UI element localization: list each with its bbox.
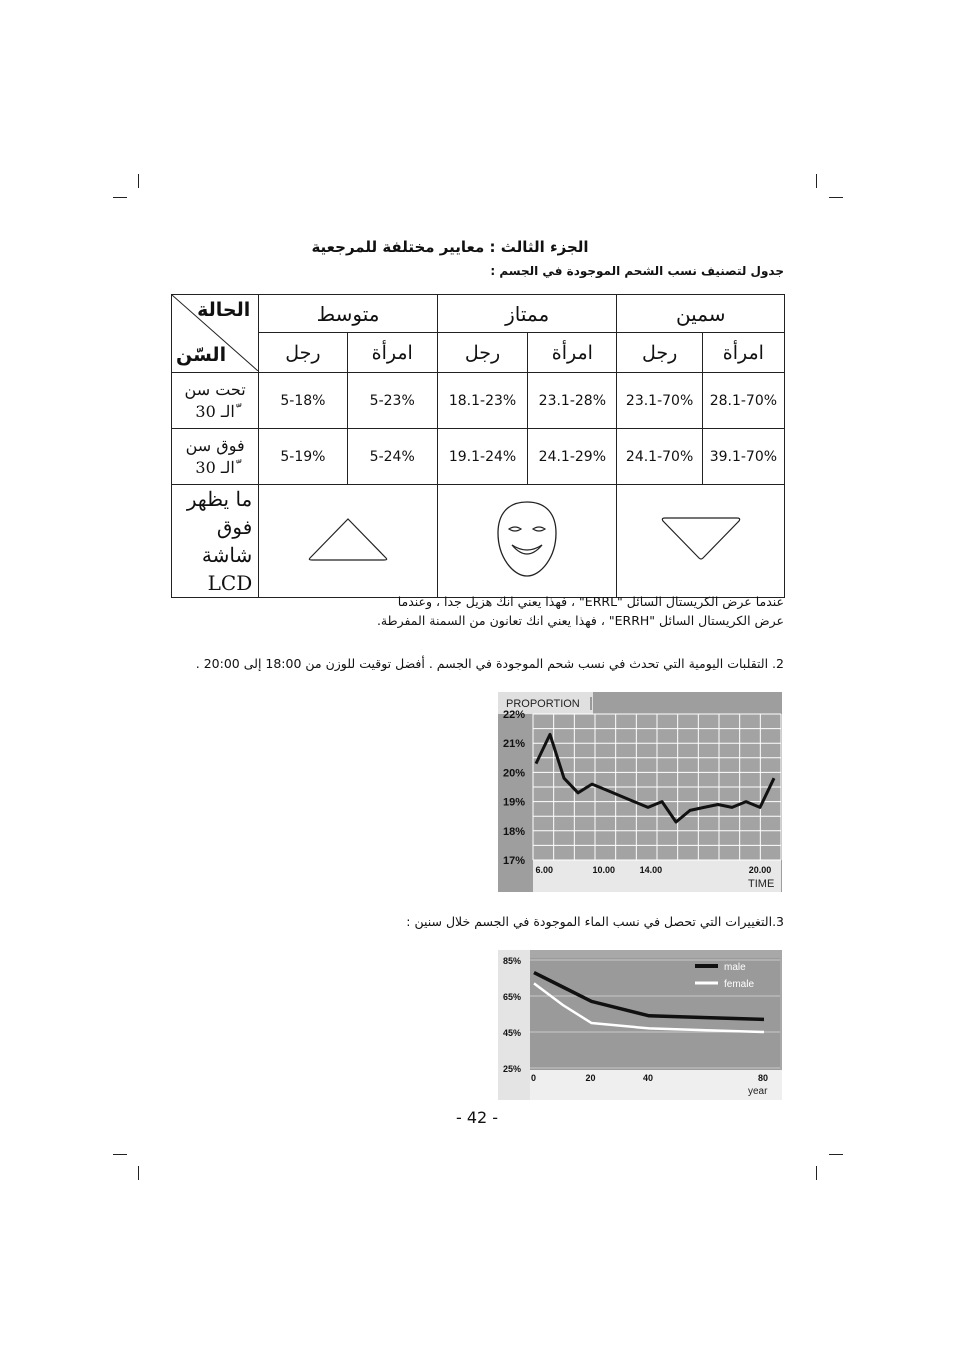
value-cell: 5-24% (347, 429, 437, 485)
value-cell: 24.1-29% (528, 429, 617, 485)
x-axis-label: year (748, 1086, 768, 1097)
table-row (172, 429, 785, 485)
value-cell: 5-23% (347, 373, 437, 429)
crop-mark (113, 1154, 127, 1155)
crop-mark (816, 1166, 817, 1180)
x-tick-label: 20.00 (748, 865, 772, 875)
corner-label-status: الحالة (197, 299, 251, 321)
water-years-chart (498, 950, 782, 1100)
header-average: متوسط (259, 295, 438, 333)
y-tick-label: 18% (503, 825, 526, 838)
y-tick-label: 45% (503, 1028, 522, 1038)
header-obese: سمين (617, 295, 785, 333)
y-tick-label: 21% (503, 738, 526, 751)
page-number: - 42 - (455, 1108, 499, 1127)
age-over-30: فوق سن ّالـ 30 (172, 429, 259, 485)
daily-fat-chart (498, 692, 782, 892)
x-tick-label: 40 (643, 1073, 654, 1083)
y-tick-label: 17% (503, 855, 526, 867)
note-line-1: عندما عرض الكريستال السائل "ERRL" ، فهذا يعني انك هزيل جدا ، وعندما (397, 594, 784, 609)
lcd-average-cell (259, 485, 438, 598)
value-cell: 18.1-23% (437, 373, 527, 429)
up-triangle-icon (306, 516, 390, 562)
x-axis-label: TIME (748, 878, 775, 890)
value-cell: 19.1-24% (437, 429, 527, 485)
item-2-text: 2. التقلبات اليومية التي تحدث في نسب شحم الموجودة في الجسم . أفضل توقيت للوزن من 18:00 إلى 20:00 . (195, 656, 784, 671)
value-cell: 5-18% (259, 373, 347, 429)
y-tick-label: 85% (503, 956, 522, 966)
table-row (172, 373, 785, 429)
value-cell: 28.1-70% (702, 373, 784, 429)
body-fat-table (171, 294, 785, 598)
gender-woman: امرأة (702, 333, 784, 373)
corner-header-cell (172, 295, 259, 373)
crop-mark (829, 197, 843, 198)
x-tick-label: 6.00 (535, 865, 554, 875)
lcd-label-line: LCD (207, 571, 253, 595)
header-excellent: ممتاز (437, 295, 617, 333)
item-3-text: 3.التغييرات التي تحصل في نسب الماء الموجودة في الجسم خلال سنين : (406, 914, 784, 929)
gender-man: رجل (617, 333, 702, 373)
crop-mark (138, 1166, 139, 1180)
y-tick-label: 25% (503, 1064, 522, 1074)
crop-mark (816, 174, 817, 188)
x-tick-label: 0 (531, 1073, 537, 1083)
plot-area (530, 958, 780, 1070)
age-under-30: تحت سن ّالـ 30 (172, 373, 259, 429)
value-cell: 24.1-70% (617, 429, 702, 485)
lcd-label-cell (172, 485, 259, 598)
y-axis-band (498, 950, 530, 1100)
value-cell: 39.1-70% (702, 429, 784, 485)
y-tick-label: 22% (503, 709, 526, 721)
crop-mark (829, 1154, 843, 1155)
smiley-face-icon (495, 499, 559, 579)
lcd-excellent-cell (437, 485, 617, 598)
gender-woman: امرأة (528, 333, 617, 373)
x-axis-band (498, 1070, 782, 1100)
corner-label-age: السّن (176, 344, 227, 366)
y-tick-label: 65% (503, 992, 522, 1002)
lcd-obese-cell (617, 485, 785, 598)
y-tick-label: 19% (503, 796, 526, 809)
y-tick-label: 20% (503, 767, 526, 780)
lcd-label-line: فوق شاشة (201, 515, 253, 567)
x-tick-label: 14.00 (639, 865, 663, 875)
x-tick-label: 10.00 (592, 865, 616, 875)
legend-male-label: male (724, 962, 746, 973)
gender-woman: امرأة (347, 333, 437, 373)
down-triangle-icon (659, 516, 743, 562)
y-axis-label: PROPORTION (506, 698, 580, 710)
x-tick-label: 80 (758, 1073, 769, 1083)
gender-man: رجل (437, 333, 527, 373)
value-cell: 23.1-70% (617, 373, 702, 429)
note-line-2: عرض الكريستال السائل "ERRH" ، فهذا يعني انك تعانون من السمنة المفرطة. (376, 613, 784, 628)
lcd-label-line: ما يظهر (186, 487, 253, 511)
table-row (172, 485, 785, 598)
table-caption: جدول لتصنيف نسب الشحم الموجودة في الجسم : (490, 264, 784, 278)
crop-mark (113, 197, 127, 198)
x-tick-label: 20 (585, 1073, 596, 1083)
value-cell: 5-19% (259, 429, 347, 485)
crop-mark (138, 174, 139, 188)
page-title: الجزء الثالث : معايير مختلفة للمرجعية (311, 238, 589, 256)
legend-female-label: female (724, 979, 755, 990)
gender-man: رجل (259, 333, 347, 373)
value-cell: 23.1-28% (528, 373, 617, 429)
